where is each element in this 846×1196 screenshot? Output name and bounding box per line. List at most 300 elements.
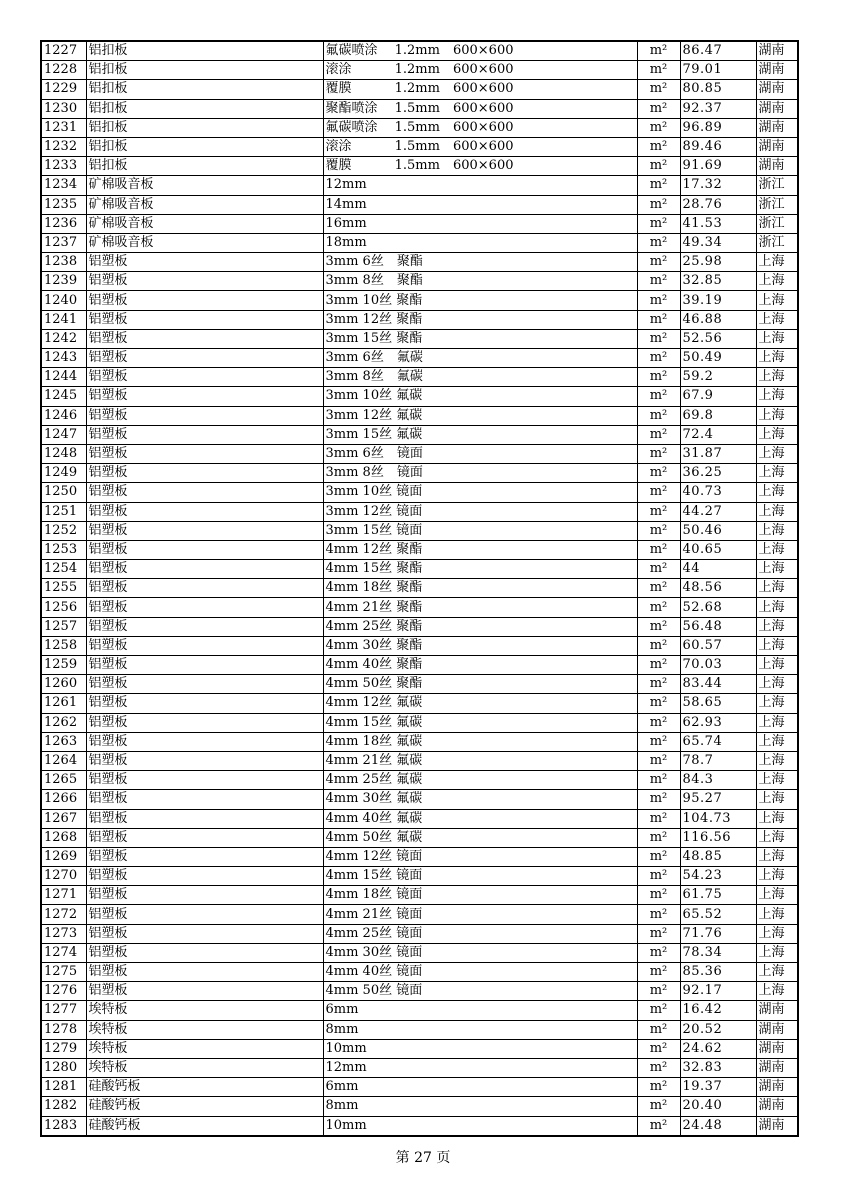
unit-cell: m²: [637, 80, 680, 99]
item-number-cell: 1236: [41, 214, 86, 233]
unit-price-cell: 83.44: [680, 675, 756, 694]
material-name-cell: 铝塑板: [86, 732, 323, 751]
unit-price-cell: 32.85: [680, 272, 756, 291]
specification-cell: 8mm: [323, 1020, 637, 1039]
table-row: [41, 540, 798, 559]
specification-cell: 4mm 12丝 氟碳: [323, 694, 637, 713]
item-number-cell: 1279: [41, 1039, 86, 1058]
specification-cell: 4mm 12丝 镜面: [323, 847, 637, 866]
unit-cell: m²: [637, 176, 680, 195]
specification-cell: 4mm 21丝 氟碳: [323, 751, 637, 770]
specification-cell: 4mm 30丝 聚酯: [323, 636, 637, 655]
unit-price-cell: 65.52: [680, 905, 756, 924]
unit-price-cell: 69.8: [680, 406, 756, 425]
unit-price-cell: 78.7: [680, 751, 756, 770]
item-number-cell: 1251: [41, 502, 86, 521]
origin-cell: 上海: [756, 540, 798, 559]
material-name-cell: 铝扣板: [86, 137, 323, 156]
unit-price-cell: 20.52: [680, 1020, 756, 1039]
unit-price-cell: 54.23: [680, 867, 756, 886]
unit-price-cell: 39.19: [680, 291, 756, 310]
item-number-cell: 1241: [41, 310, 86, 329]
unit-cell: m²: [637, 713, 680, 732]
unit-cell: m²: [637, 636, 680, 655]
item-number-cell: 1234: [41, 176, 86, 195]
specification-cell: 4mm 40丝 聚酯: [323, 656, 637, 675]
material-name-cell: 矿棉吸音板: [86, 195, 323, 214]
item-number-cell: 1276: [41, 982, 86, 1001]
table-row: [41, 425, 798, 444]
origin-cell: 湖南: [756, 137, 798, 156]
specification-cell: 滚涂 1.2mm 600×600: [323, 61, 637, 80]
material-name-cell: 铝塑板: [86, 521, 323, 540]
origin-cell: 上海: [756, 425, 798, 444]
item-number-cell: 1232: [41, 137, 86, 156]
table-row: [41, 368, 798, 387]
unit-price-cell: 92.37: [680, 99, 756, 118]
origin-cell: 上海: [756, 694, 798, 713]
table-row: [41, 790, 798, 809]
material-name-cell: 铝塑板: [86, 771, 323, 790]
table-body: [41, 41, 798, 1136]
item-number-cell: 1227: [41, 41, 86, 61]
item-number-cell: 1257: [41, 617, 86, 636]
unit-price-cell: 25.98: [680, 253, 756, 272]
specification-cell: 3mm 6丝 氟碳: [323, 349, 637, 368]
material-name-cell: 铝塑板: [86, 636, 323, 655]
unit-cell: m²: [637, 444, 680, 463]
table-row: [41, 809, 798, 828]
material-name-cell: 铝塑板: [86, 790, 323, 809]
table-row: [41, 41, 798, 61]
specification-cell: 4mm 25丝 镜面: [323, 924, 637, 943]
unit-price-cell: 72.4: [680, 425, 756, 444]
table-row: [41, 118, 798, 137]
item-number-cell: 1246: [41, 406, 86, 425]
specification-cell: 氟碳喷涂 1.5mm 600×600: [323, 118, 637, 137]
origin-cell: 湖南: [756, 1058, 798, 1077]
table-row: [41, 176, 798, 195]
item-number-cell: 1282: [41, 1097, 86, 1116]
unit-cell: m²: [637, 387, 680, 406]
origin-cell: 上海: [756, 483, 798, 502]
table-row: [41, 771, 798, 790]
origin-cell: 上海: [756, 809, 798, 828]
material-name-cell: 铝扣板: [86, 99, 323, 118]
table-row: [41, 214, 798, 233]
unit-price-cell: 44: [680, 560, 756, 579]
item-number-cell: 1278: [41, 1020, 86, 1039]
unit-cell: m²: [637, 1058, 680, 1077]
unit-cell: m²: [637, 1078, 680, 1097]
origin-cell: 上海: [756, 502, 798, 521]
origin-cell: 上海: [756, 771, 798, 790]
unit-cell: m²: [637, 771, 680, 790]
origin-cell: 湖南: [756, 80, 798, 99]
unit-cell: m²: [637, 310, 680, 329]
material-name-cell: 铝塑板: [86, 310, 323, 329]
item-number-cell: 1233: [41, 157, 86, 176]
item-number-cell: 1268: [41, 828, 86, 847]
unit-price-cell: 59.2: [680, 368, 756, 387]
specification-cell: 3mm 8丝 聚酯: [323, 272, 637, 291]
material-name-cell: 铝塑板: [86, 406, 323, 425]
unit-cell: m²: [637, 579, 680, 598]
origin-cell: 湖南: [756, 1001, 798, 1020]
table-row: [41, 1078, 798, 1097]
origin-cell: 上海: [756, 982, 798, 1001]
material-name-cell: 铝塑板: [86, 886, 323, 905]
unit-price-cell: 40.65: [680, 540, 756, 559]
material-name-cell: 铝塑板: [86, 867, 323, 886]
origin-cell: 上海: [756, 656, 798, 675]
item-number-cell: 1243: [41, 349, 86, 368]
unit-cell: m²: [637, 464, 680, 483]
table-row: [41, 943, 798, 962]
unit-price-cell: 60.57: [680, 636, 756, 655]
table-row: [41, 61, 798, 80]
unit-price-cell: 78.34: [680, 943, 756, 962]
specification-cell: 覆膜 1.5mm 600×600: [323, 157, 637, 176]
unit-cell: m²: [637, 809, 680, 828]
specification-cell: 聚酯喷涂 1.5mm 600×600: [323, 99, 637, 118]
unit-cell: m²: [637, 483, 680, 502]
unit-price-cell: 24.62: [680, 1039, 756, 1058]
unit-cell: m²: [637, 253, 680, 272]
unit-cell: m²: [637, 790, 680, 809]
unit-cell: m²: [637, 349, 680, 368]
unit-cell: m²: [637, 1039, 680, 1058]
origin-cell: 上海: [756, 272, 798, 291]
table-row: [41, 1097, 798, 1116]
unit-cell: m²: [637, 1001, 680, 1020]
material-name-cell: 铝塑板: [86, 444, 323, 463]
unit-price-cell: 46.88: [680, 310, 756, 329]
item-number-cell: 1237: [41, 233, 86, 252]
origin-cell: 上海: [756, 732, 798, 751]
material-name-cell: 铝塑板: [86, 579, 323, 598]
material-name-cell: 铝塑板: [86, 828, 323, 847]
unit-cell: m²: [637, 1097, 680, 1116]
table-row: [41, 560, 798, 579]
specification-cell: 氟碳喷涂 1.2mm 600×600: [323, 41, 637, 61]
material-name-cell: 铝塑板: [86, 675, 323, 694]
material-name-cell: 铝塑板: [86, 387, 323, 406]
item-number-cell: 1273: [41, 924, 86, 943]
item-number-cell: 1245: [41, 387, 86, 406]
origin-cell: 湖南: [756, 1078, 798, 1097]
unit-cell: m²: [637, 195, 680, 214]
origin-cell: 上海: [756, 617, 798, 636]
material-name-cell: 铝扣板: [86, 80, 323, 99]
table-row: [41, 157, 798, 176]
unit-price-cell: 79.01: [680, 61, 756, 80]
unit-cell: m²: [637, 137, 680, 156]
origin-cell: 上海: [756, 464, 798, 483]
unit-cell: m²: [637, 828, 680, 847]
unit-price-cell: 96.89: [680, 118, 756, 137]
unit-price-cell: 44.27: [680, 502, 756, 521]
unit-price-cell: 32.83: [680, 1058, 756, 1077]
unit-cell: m²: [637, 61, 680, 80]
table-row: [41, 636, 798, 655]
unit-price-cell: 19.37: [680, 1078, 756, 1097]
item-number-cell: 1263: [41, 732, 86, 751]
item-number-cell: 1248: [41, 444, 86, 463]
origin-cell: 湖南: [756, 118, 798, 137]
material-name-cell: 铝塑板: [86, 598, 323, 617]
specification-cell: 3mm 15丝 镜面: [323, 521, 637, 540]
unit-price-cell: 52.56: [680, 329, 756, 348]
table-row: [41, 751, 798, 770]
item-number-cell: 1253: [41, 540, 86, 559]
unit-cell: m²: [637, 905, 680, 924]
material-name-cell: 硅酸钙板: [86, 1116, 323, 1136]
origin-cell: 上海: [756, 751, 798, 770]
item-number-cell: 1247: [41, 425, 86, 444]
material-name-cell: 铝塑板: [86, 924, 323, 943]
material-name-cell: 铝塑板: [86, 483, 323, 502]
table-row: [41, 847, 798, 866]
item-number-cell: 1238: [41, 253, 86, 272]
origin-cell: 上海: [756, 713, 798, 732]
item-number-cell: 1262: [41, 713, 86, 732]
specification-cell: 3mm 8丝 镜面: [323, 464, 637, 483]
unit-cell: m²: [637, 157, 680, 176]
specification-cell: 3mm 8丝 氟碳: [323, 368, 637, 387]
origin-cell: 上海: [756, 444, 798, 463]
unit-cell: m²: [637, 598, 680, 617]
unit-price-cell: 80.85: [680, 80, 756, 99]
item-number-cell: 1230: [41, 99, 86, 118]
table-row: [41, 828, 798, 847]
unit-cell: m²: [637, 521, 680, 540]
table-row: [41, 732, 798, 751]
origin-cell: 湖南: [756, 157, 798, 176]
unit-cell: m²: [637, 1116, 680, 1136]
origin-cell: 上海: [756, 943, 798, 962]
item-number-cell: 1249: [41, 464, 86, 483]
specification-cell: 4mm 18丝 镜面: [323, 886, 637, 905]
table-row: [41, 963, 798, 982]
material-name-cell: 铝塑板: [86, 502, 323, 521]
material-name-cell: 铝塑板: [86, 329, 323, 348]
origin-cell: 上海: [756, 790, 798, 809]
unit-cell: m²: [637, 751, 680, 770]
specification-cell: 4mm 15丝 氟碳: [323, 713, 637, 732]
material-name-cell: 铝扣板: [86, 157, 323, 176]
table-row: [41, 982, 798, 1001]
unit-cell: m²: [637, 425, 680, 444]
specification-cell: 4mm 12丝 聚酯: [323, 540, 637, 559]
item-number-cell: 1252: [41, 521, 86, 540]
item-number-cell: 1269: [41, 847, 86, 866]
origin-cell: 上海: [756, 598, 798, 617]
specification-cell: 18mm: [323, 233, 637, 252]
item-number-cell: 1280: [41, 1058, 86, 1077]
unit-price-cell: 91.69: [680, 157, 756, 176]
specification-cell: 3mm 10丝 镜面: [323, 483, 637, 502]
origin-cell: 浙江: [756, 233, 798, 252]
page-number: 第 27 页: [395, 1150, 451, 1166]
table-row: [41, 502, 798, 521]
table-row: [41, 137, 798, 156]
specification-cell: 8mm: [323, 1097, 637, 1116]
material-name-cell: 矿棉吸音板: [86, 176, 323, 195]
origin-cell: 浙江: [756, 195, 798, 214]
material-name-cell: 铝塑板: [86, 425, 323, 444]
origin-cell: 上海: [756, 924, 798, 943]
unit-price-cell: 36.25: [680, 464, 756, 483]
specification-cell: 4mm 30丝 镜面: [323, 943, 637, 962]
item-number-cell: 1259: [41, 656, 86, 675]
table-row: [41, 579, 798, 598]
item-number-cell: 1240: [41, 291, 86, 310]
item-number-cell: 1264: [41, 751, 86, 770]
origin-cell: 上海: [756, 828, 798, 847]
table-row: [41, 253, 798, 272]
specification-cell: 3mm 12丝 镜面: [323, 502, 637, 521]
item-number-cell: 1270: [41, 867, 86, 886]
unit-cell: m²: [637, 272, 680, 291]
material-name-cell: 铝塑板: [86, 656, 323, 675]
material-name-cell: 铝塑板: [86, 982, 323, 1001]
specification-cell: 6mm: [323, 1001, 637, 1020]
unit-cell: m²: [637, 560, 680, 579]
unit-cell: m²: [637, 214, 680, 233]
item-number-cell: 1260: [41, 675, 86, 694]
origin-cell: 上海: [756, 387, 798, 406]
table-row: [41, 617, 798, 636]
specification-cell: 3mm 6丝 镜面: [323, 444, 637, 463]
material-name-cell: 铝塑板: [86, 809, 323, 828]
unit-price-cell: 31.87: [680, 444, 756, 463]
unit-cell: m²: [637, 41, 680, 61]
table-row: [41, 905, 798, 924]
specification-cell: 4mm 40丝 氟碳: [323, 809, 637, 828]
specification-cell: 10mm: [323, 1116, 637, 1136]
table-row: [41, 329, 798, 348]
item-number-cell: 1261: [41, 694, 86, 713]
item-number-cell: 1250: [41, 483, 86, 502]
origin-cell: 湖南: [756, 1039, 798, 1058]
unit-cell: m²: [637, 943, 680, 962]
item-number-cell: 1228: [41, 61, 86, 80]
unit-price-cell: 48.56: [680, 579, 756, 598]
unit-price-cell: 86.47: [680, 41, 756, 61]
specification-cell: 12mm: [323, 176, 637, 195]
material-name-cell: 硅酸钙板: [86, 1078, 323, 1097]
origin-cell: 上海: [756, 560, 798, 579]
origin-cell: 浙江: [756, 176, 798, 195]
origin-cell: 上海: [756, 579, 798, 598]
item-number-cell: 1281: [41, 1078, 86, 1097]
origin-cell: 上海: [756, 675, 798, 694]
unit-cell: m²: [637, 886, 680, 905]
specification-cell: 3mm 10丝 氟碳: [323, 387, 637, 406]
unit-price-cell: 16.42: [680, 1001, 756, 1020]
unit-price-cell: 52.68: [680, 598, 756, 617]
table-row: [41, 694, 798, 713]
item-number-cell: 1256: [41, 598, 86, 617]
table-row: [41, 675, 798, 694]
unit-cell: m²: [637, 502, 680, 521]
table-row: [41, 521, 798, 540]
material-name-cell: 铝扣板: [86, 61, 323, 80]
unit-price-cell: 40.73: [680, 483, 756, 502]
specification-cell: 4mm 50丝 聚酯: [323, 675, 637, 694]
unit-price-cell: 92.17: [680, 982, 756, 1001]
unit-price-cell: 62.93: [680, 713, 756, 732]
origin-cell: 上海: [756, 291, 798, 310]
material-name-cell: 铝塑板: [86, 617, 323, 636]
origin-cell: 上海: [756, 636, 798, 655]
unit-price-cell: 89.46: [680, 137, 756, 156]
origin-cell: 上海: [756, 310, 798, 329]
specification-cell: 4mm 18丝 氟碳: [323, 732, 637, 751]
specification-cell: 16mm: [323, 214, 637, 233]
unit-price-cell: 104.73: [680, 809, 756, 828]
material-name-cell: 铝塑板: [86, 963, 323, 982]
unit-cell: m²: [637, 732, 680, 751]
material-name-cell: 铝塑板: [86, 291, 323, 310]
unit-cell: m²: [637, 675, 680, 694]
table-row: [41, 99, 798, 118]
specification-cell: 滚涂 1.5mm 600×600: [323, 137, 637, 156]
origin-cell: 上海: [756, 253, 798, 272]
item-number-cell: 1244: [41, 368, 86, 387]
unit-price-cell: 67.9: [680, 387, 756, 406]
unit-cell: m²: [637, 982, 680, 1001]
table-row: [41, 1058, 798, 1077]
item-number-cell: 1265: [41, 771, 86, 790]
item-number-cell: 1266: [41, 790, 86, 809]
table-row: [41, 387, 798, 406]
specification-cell: 14mm: [323, 195, 637, 214]
origin-cell: 上海: [756, 521, 798, 540]
unit-cell: m²: [637, 1020, 680, 1039]
specification-cell: 4mm 15丝 聚酯: [323, 560, 637, 579]
unit-cell: m²: [637, 406, 680, 425]
origin-cell: 上海: [756, 905, 798, 924]
material-name-cell: 铝塑板: [86, 464, 323, 483]
unit-price-cell: 28.76: [680, 195, 756, 214]
unit-price-cell: 61.75: [680, 886, 756, 905]
specification-cell: 4mm 25丝 聚酯: [323, 617, 637, 636]
unit-cell: m²: [637, 233, 680, 252]
unit-price-cell: 24.48: [680, 1116, 756, 1136]
origin-cell: 湖南: [756, 99, 798, 118]
item-number-cell: 1277: [41, 1001, 86, 1020]
origin-cell: 上海: [756, 406, 798, 425]
specification-cell: 4mm 21丝 聚酯: [323, 598, 637, 617]
item-number-cell: 1258: [41, 636, 86, 655]
table-row: [41, 1001, 798, 1020]
unit-cell: m²: [637, 694, 680, 713]
unit-price-cell: 20.40: [680, 1097, 756, 1116]
item-number-cell: 1231: [41, 118, 86, 137]
origin-cell: 浙江: [756, 214, 798, 233]
item-number-cell: 1283: [41, 1116, 86, 1136]
unit-cell: m²: [637, 118, 680, 137]
table-row: [41, 444, 798, 463]
specification-cell: 4mm 30丝 氟碳: [323, 790, 637, 809]
item-number-cell: 1272: [41, 905, 86, 924]
price-table: [40, 40, 799, 1137]
item-number-cell: 1254: [41, 560, 86, 579]
origin-cell: 上海: [756, 368, 798, 387]
origin-cell: 上海: [756, 847, 798, 866]
